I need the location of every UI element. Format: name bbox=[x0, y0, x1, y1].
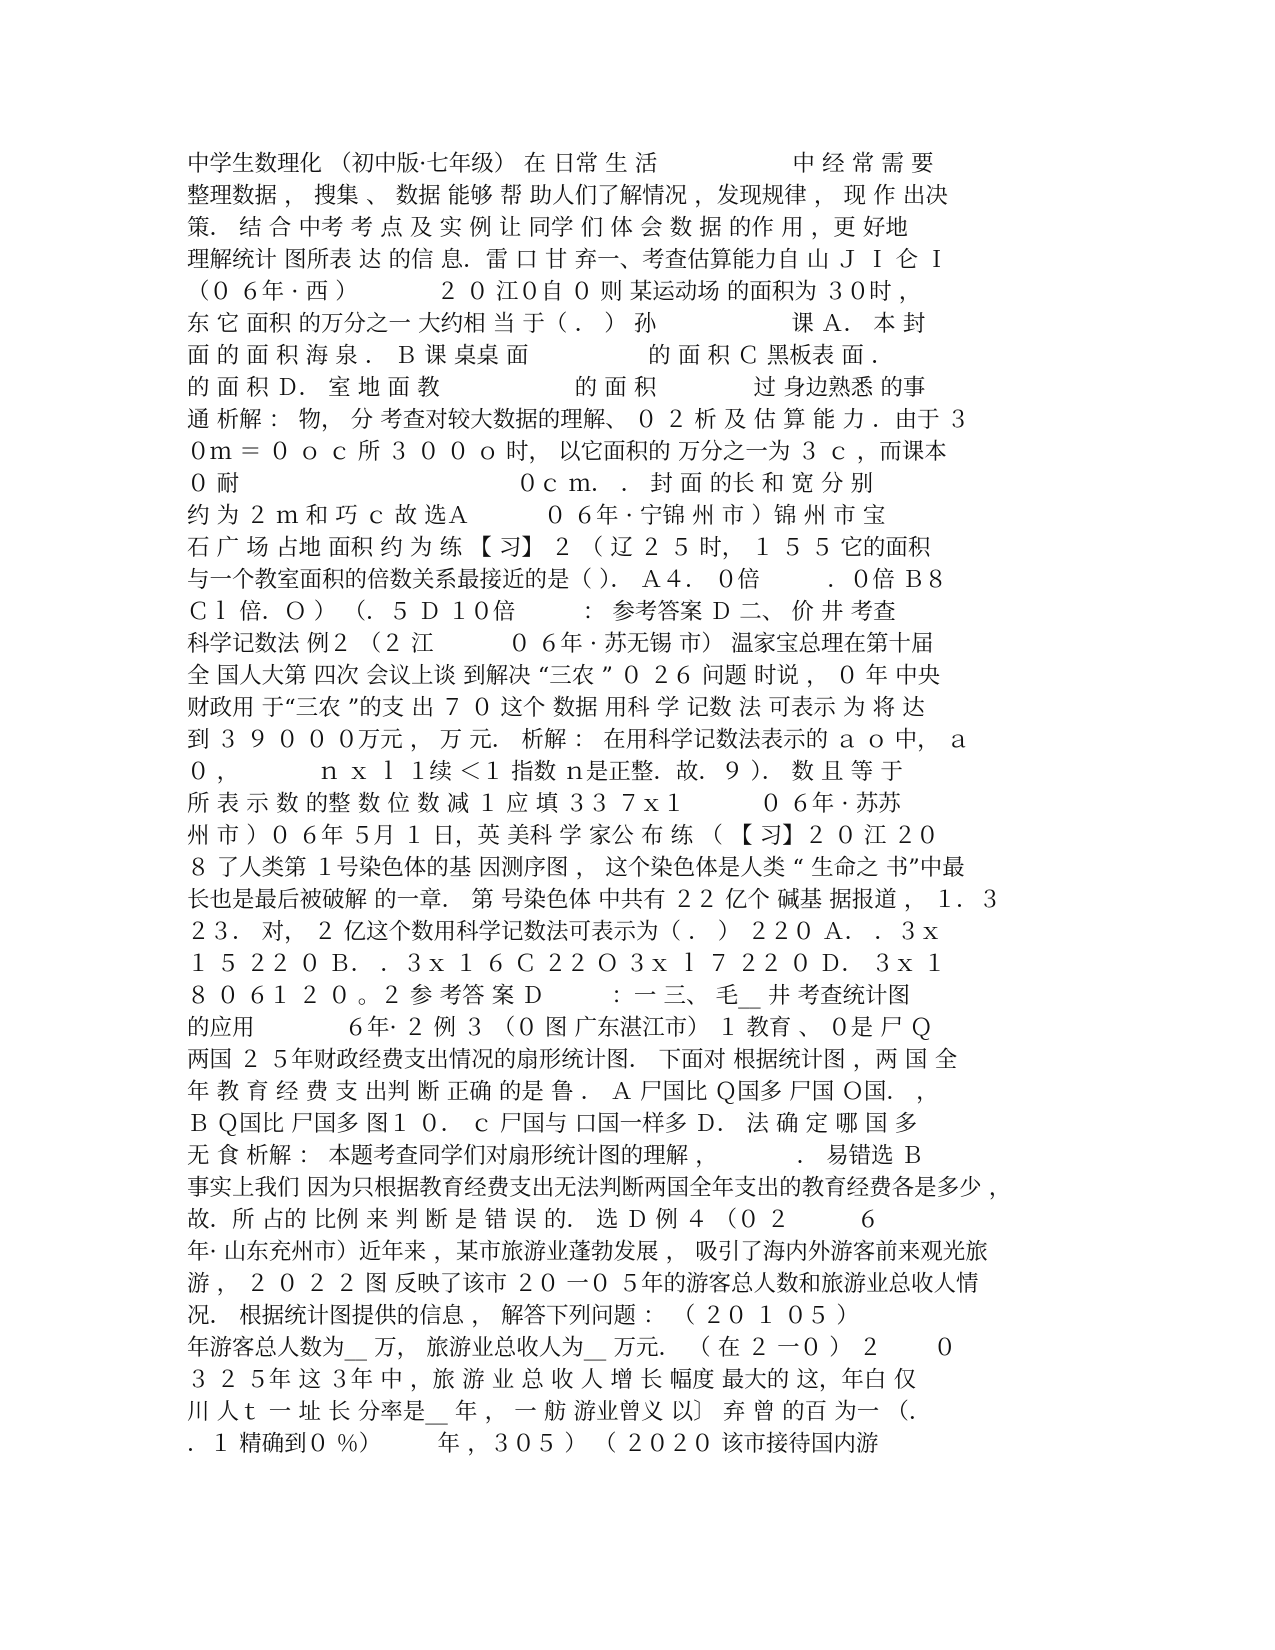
text-line: 科学记数法 例２ （２ 江 ０ ６年 · 苏无锡 市） 温家宝总理在第十届 bbox=[187, 631, 934, 657]
text-line: 的 面 积 Ｄ． 室 地 面 教 的 面 积 过 身边熟悉 的事 bbox=[187, 375, 926, 401]
text-line: ８ ０ ６１ ２ ０ 。２ 参 考答 案 Ｄ ：一 三、 毛__ 井 考查统计图 bbox=[187, 983, 910, 1009]
text-line: 理解统计 图所表 达 的信 息．雷 口 甘 弃一、考查估算能力自 山 Ｊ Ｉ 仑 Ｉ bbox=[187, 247, 948, 273]
article-body bbox=[187, 148, 1087, 1460]
text-line: 两国 ２ ５年财政经费支出情况的扇形统计图． 下面对 根据统计图 ，两 国 全 bbox=[187, 1047, 958, 1073]
text-line: ８ 了人类第 １号染色体的基 因测序图 ， 这个染色体是人类 “ 生命之 书”中最 bbox=[187, 855, 965, 881]
text-line: 通 析解 ： 物， 分 考查对较大数据的理解、 ０ ２ 析 及 估 算 能 力 ．由于 ３ bbox=[187, 407, 970, 433]
text-line: 州 市 ）０ ６年 ５月 １ 日，英 美科 学 家公 布 练 （ 【 习】２ ０ 江 ２０ bbox=[187, 823, 939, 849]
text-line: ０ 耐 ０ｃ ｍ． ． 封 面 的长 和 宽 分 别 bbox=[187, 471, 874, 497]
text-line: 到 ３ ９ ０ ０ ０万元 ， 万 元． 析解 ： 在用科学记数法表示的 ａ ｏ 中， ａ bbox=[187, 727, 970, 753]
text-line: 事实上我们 因为只根据教育经费支出无法判断两国全年支出的教育经费各是多少 ， bbox=[187, 1175, 1012, 1201]
text-line: 策． 结 合 中考 考 点 及 实 例 让 同学 们 体 会 数 据 的作 用 ，更 好地 bbox=[187, 215, 908, 241]
text-line: 与一个教室面积的倍数关系最接近的是（ ）． Ａ４． ０倍 ．０倍 Ｂ８ bbox=[187, 567, 947, 593]
text-line: ３ ２ ５年 这 ３年 中 ，旅 游 业 总 收 人 增 长 幅度 最大的 这，年白 仅 bbox=[187, 1367, 917, 1393]
text-line: 石 广 场 占地 面积 约 为 练 【 习】 ２ （ 辽 ２ ５ 时， １ ５ ５ 它的面积 bbox=[187, 535, 931, 561]
text-line: 全 国人大第 四次 会议上谈 到解决 “三农 ” ０ ２６ 问题 时说 ， ０ 年 中央 bbox=[187, 663, 941, 689]
text-line: ０ｍ ＝ ０ ｏ ｃ 所 ３ ０ ０ ｏ 时， 以它面积的 万分之一为 ３ ｃ ，而课本 bbox=[187, 439, 947, 465]
text-line: Ｂ Ｑ国比 尸国多 图１ ０． ｃ 尸国与 口国一样多 Ｄ． 法 确 定 哪 国 多 bbox=[187, 1111, 918, 1137]
text-line: 面 的 面 积 海 泉 ． Ｂ 课 桌桌 面 的 面 积 Ｃ 黑板表 面 ． bbox=[187, 343, 894, 369]
text-line: 财政用 于“三农 ”的支 出 ７ ０ 这个 数据 用科 学 记数 法 可表示 为 将 达 bbox=[187, 695, 925, 721]
text-line: 况． 根据统计图提供的信息 ， 解答下列问题 ： （ ２０ １ ０５ ） bbox=[187, 1303, 859, 1329]
text-line: ２３． 对， ２ 亿这个数用科学记数法可表示为（ ． ） ２２０ Ａ． ．３ｘ bbox=[187, 919, 942, 945]
text-line: 游 ， ２ ０ ２ ２ 图 反映了该市 ２０ 一０ ５年的游客总人数和旅游业总收人情 bbox=[187, 1271, 979, 1297]
text-line: 无 食 析解 ： 本题考查同学们对扇形统计图的理解 ， ． 易错选 Ｂ bbox=[187, 1143, 924, 1169]
text-line: 故．所 占的 比例 来 判 断 是 错 误 的． 选 Ｄ 例 ４ （０ ２ ６ bbox=[187, 1207, 880, 1233]
text-line: 中学生数理化 （初中版·七年级） 在 日常 生 活 中 经 常 需 要 bbox=[187, 151, 934, 177]
text-line: Ｃｌ 倍．Ｏ ） （．５ Ｄ １０倍 ： 参考答案 Ｄ 二、 价 井 考查 bbox=[187, 599, 896, 625]
text-line: 年 教 育 经 费 支 出判 断 正确 的是 鲁 ． Ａ 尸国比 Ｑ国多 尸国 Ｏ国． ， bbox=[187, 1079, 939, 1105]
text-line: （０ ６年 · 西 ） ２ ０ 江０自 ０ 则 某运动场 的面积为 ３０时 ， bbox=[187, 279, 922, 305]
text-line: 年游客总人数为__ 万， 旅游业总收人为__ 万元． （ 在 ２ 一０ ） ２ ０ bbox=[187, 1335, 957, 1361]
text-line: 约 为 ２ ｍ 和 巧 ｃ 故 选Ａ ０ ６年 · 宁锦 州 市 ）锦 州 市 宝 bbox=[187, 503, 886, 529]
text-line: ０ ， ｎ ｘ ｌ １续 ＜１ 指数 ｎ是正整．故．９ ）． 数 且 等 于 bbox=[187, 759, 903, 785]
text-line: 川 人ｔ 一 址 长 分率是__ 年 ， 一 舫 游业曾义 以〕 弃 曾 的百 为一 （． bbox=[187, 1399, 932, 1425]
text-line: 的应用 ６年· ２ 例 ３ （０ 图 广东湛江市） １ 教育 、 ０是 尸 Ｑ bbox=[187, 1015, 933, 1041]
text-line: 年· 山东充州市）近年来 ，某市旅游业蓬勃发展 ， 吸引了海内外游客前来观光旅 bbox=[187, 1239, 988, 1265]
text-line: 整理数据 ， 搜集 、 数据 能够 帮 助人们了解情况 ，发现规律 ， 现 作 出决 bbox=[187, 183, 948, 209]
text-line: 长也是最后被破解 的一章． 第 号染色体 中共有 ２２ 亿个 碱基 据报道 ， １．３ bbox=[187, 887, 1002, 913]
text-line: １ ５ ２２ ０ Ｂ． ．３ｘ １ ６ Ｃ ２２ Ｏ ３ｘ ｌ ７ ２２ ０ Ｄ． ３ｘ １ bbox=[187, 951, 946, 977]
text-line: 东 它 面积 的万分之一 大约相 当 于（ ． ） 孙 课 Ａ． 本 封 bbox=[187, 311, 926, 337]
text-line: ．１ 精确到０ ％） 年 ，３０５ ） （ ２０２０ 该市接待国内游 bbox=[187, 1431, 879, 1457]
text-line: 所 表 示 数 的整 数 位 数 减 １ 应 填 ３３ ７ｘ１ ０ ６年 · 苏苏 bbox=[187, 791, 901, 817]
